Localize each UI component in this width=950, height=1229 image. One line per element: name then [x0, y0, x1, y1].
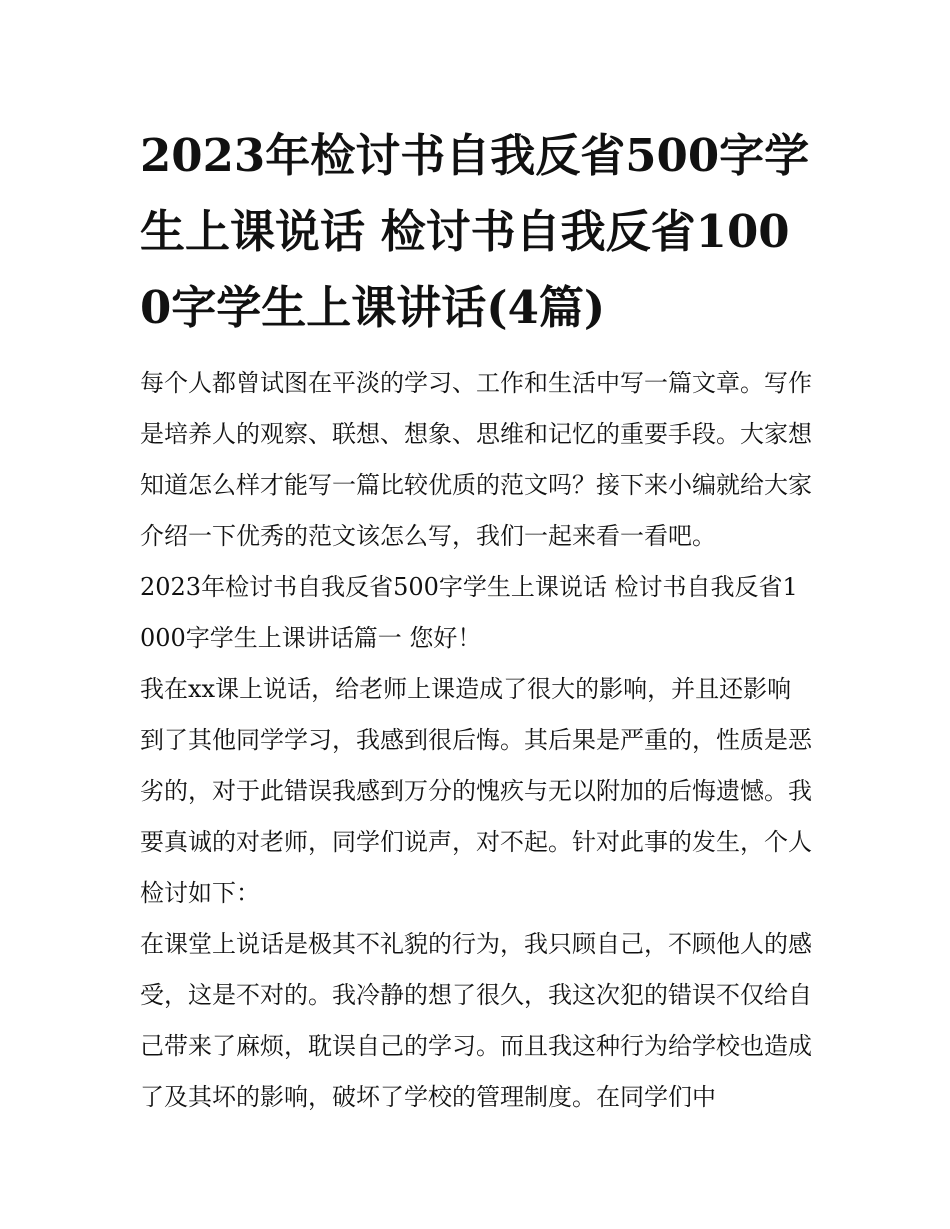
document-title: 2023年检讨书自我反省500字学生上课说话 检讨书自我反省1000字学生上课讲话(4篇): [140, 129, 810, 334]
document-body: [140, 358, 812, 1123]
intro-paragraph: 每个人都曾试图在平淡的学习、工作和生活中写一篇文章。写作是培养人的观察、联想、想象、思维和记忆的重要手段。大家想知道怎么样才能写一篇比较优质的范文吗？接下来小编就给大家介绍一下优秀的范文该怎么写，我们一起来看一看吧。: [140, 369, 812, 550]
body-paragraph: 在课堂上说话是极其不礼貌的行为，我只顾自己，不顾他人的感受，这是不对的。我冷静的想了很久，我这次犯的错误不仅给自己带来了麻烦，耽误自己的学习。而且我这种行为给学校也造成了及其坏的影响，破坏了学校的管理制度。在同学们中: [140, 930, 812, 1111]
section-heading-paragraph: 2023年检讨书自我反省500字学生上课说话 检讨书自我反省1000字学生上课讲话篇一 您好！: [140, 573, 798, 652]
body-paragraph: 我在xx课上说话，给老师上课造成了很大的影响，并且还影响到了其他同学学习，我感到很后悔。其后果是严重的，性质是恶劣的，对于此错误我感到万分的愧疚与无以附加的后悔遗憾。我要真诚的对老师，同学们说声，对不起。针对此事的发生，个人检讨如下：: [140, 675, 812, 907]
document-content: [140, 118, 812, 1123]
